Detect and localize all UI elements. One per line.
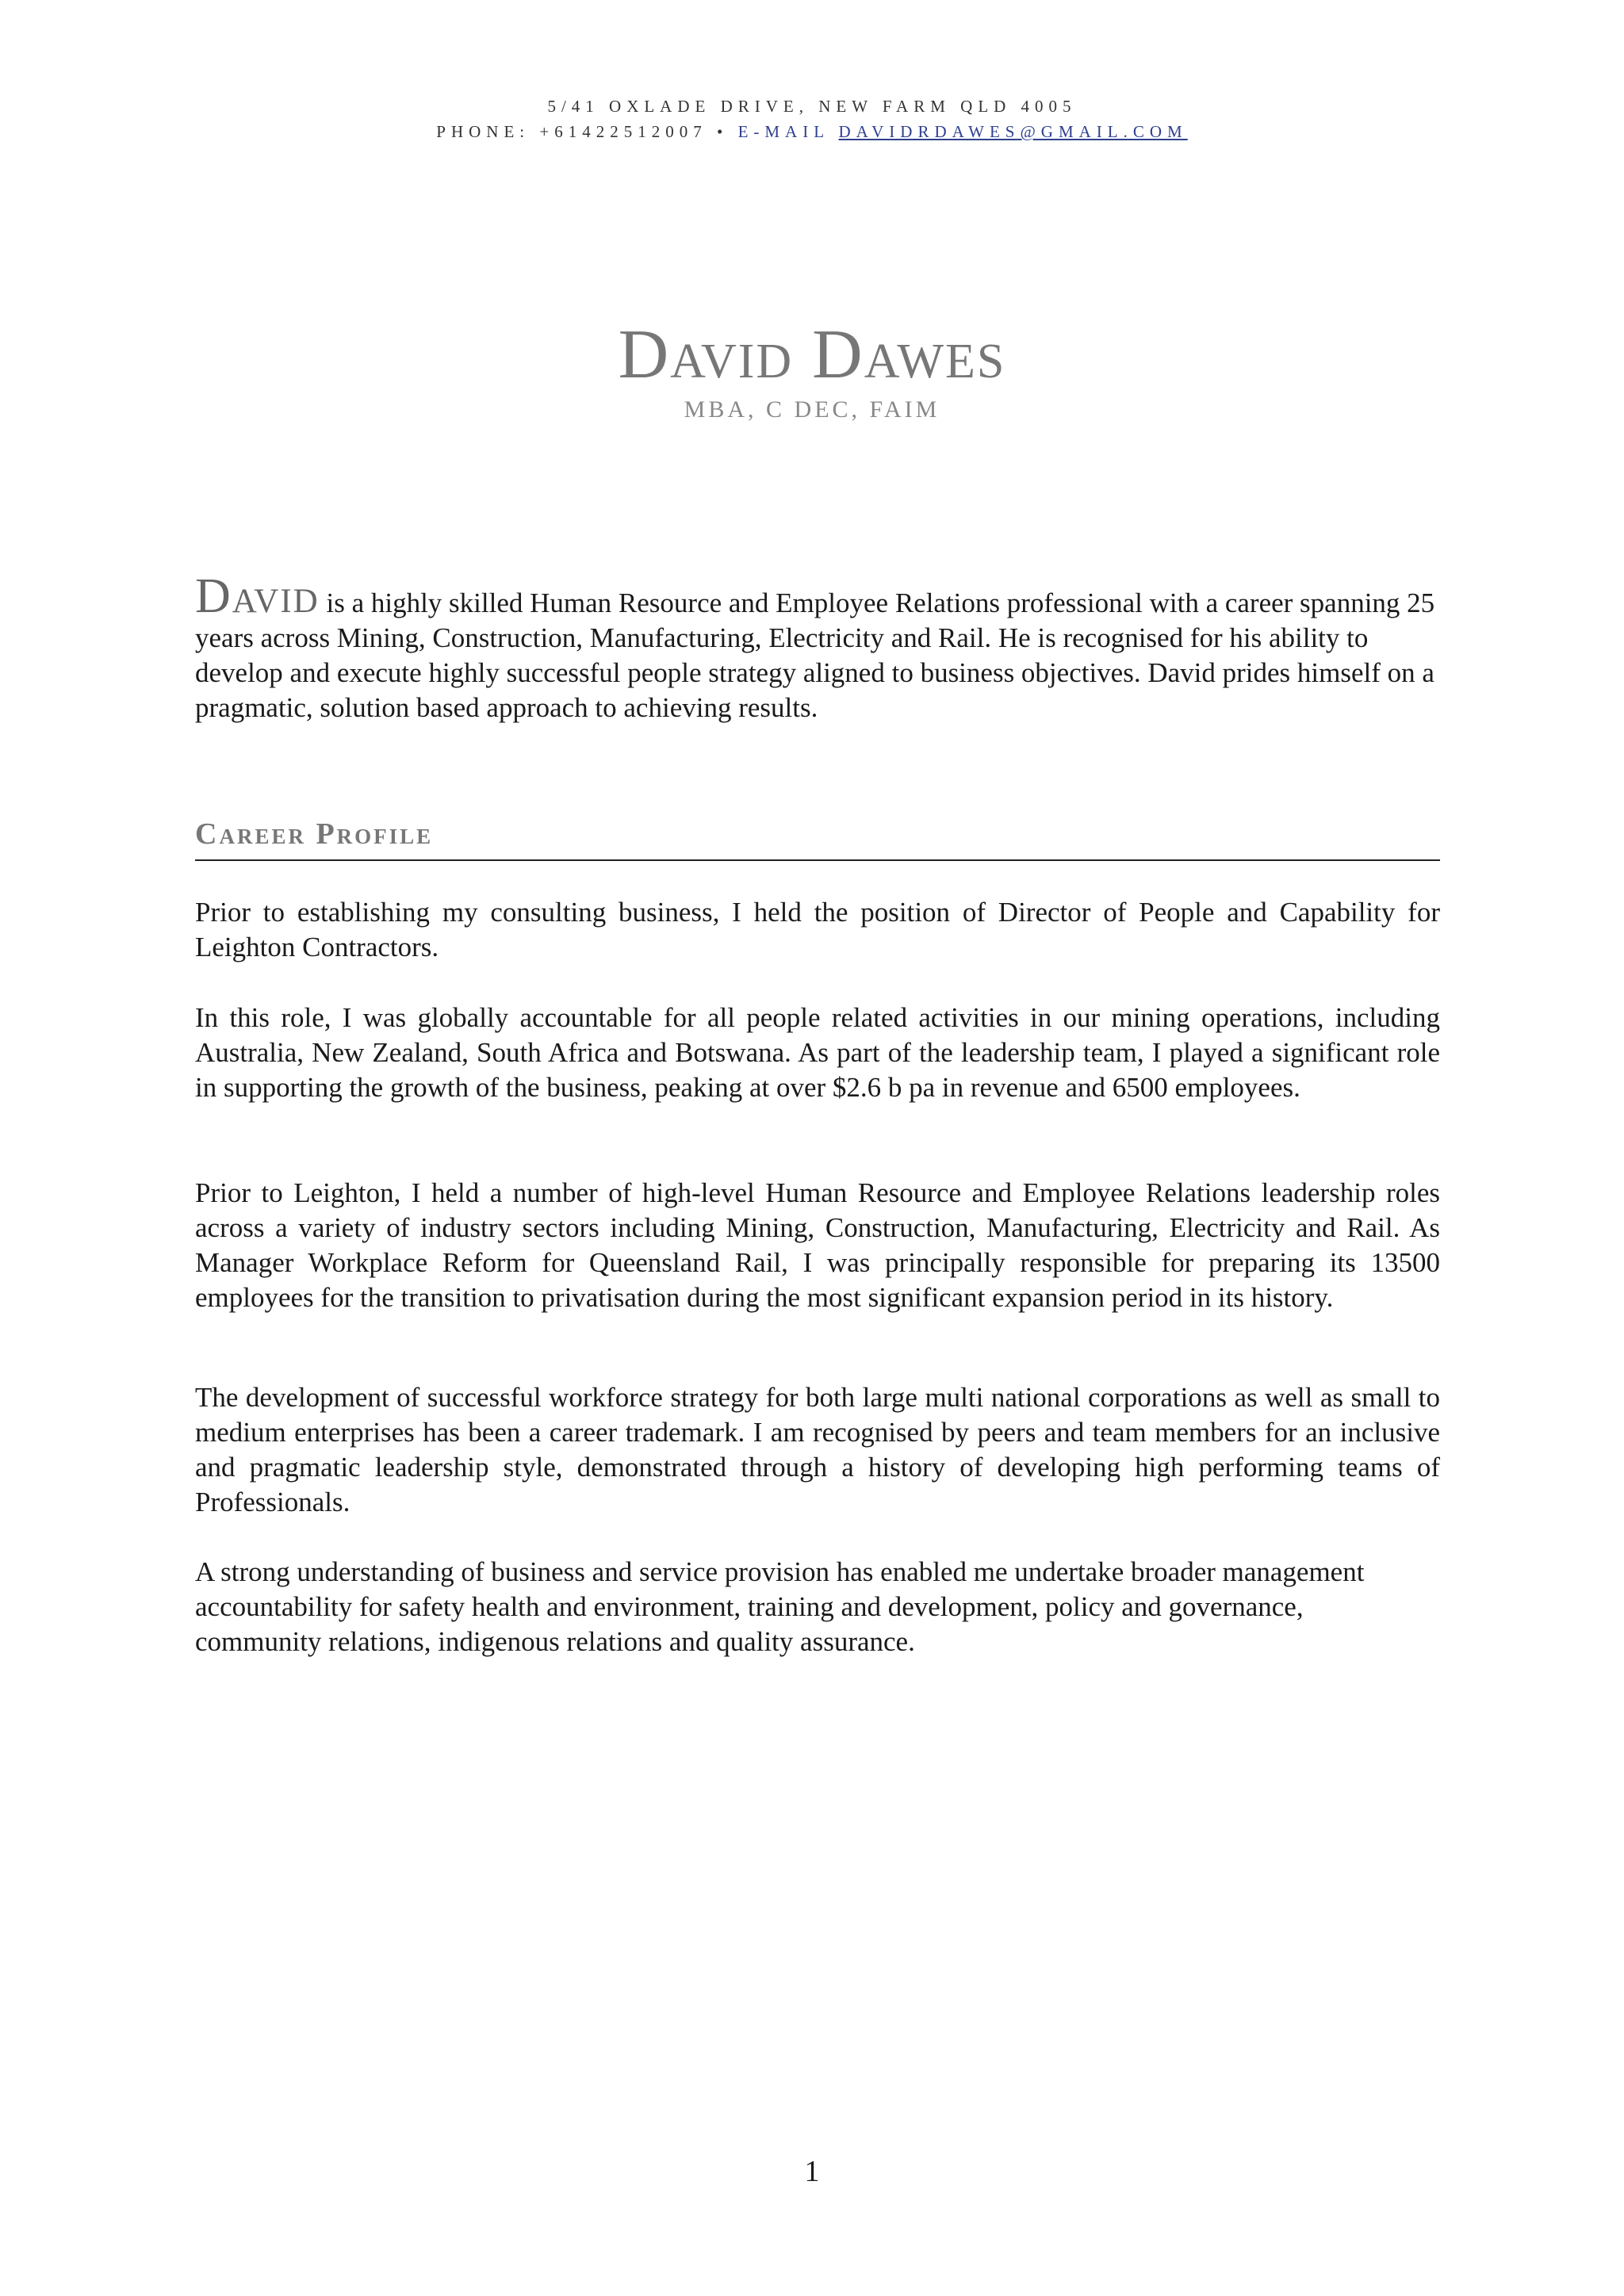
separator-bullet: •: [707, 122, 738, 141]
intro-lead-word: David: [195, 569, 320, 623]
section-heading-career-profile: Career Profile: [195, 817, 434, 851]
email-label: E-MAIL: [737, 122, 839, 141]
contact-phone-email: [0, 122, 1624, 142]
phone-text: PHONE: +61422512007: [436, 122, 707, 141]
career-paragraph-2: In this role, I was globally accountable for all people related activities in our mining operations, including Australia, New Zealand, South Africa and Botswana. As part of the leadership team, I played a significant role in supporting the growth of the business, peaking at over $2.6 b pa in revenue and 6500 employees.: [195, 1002, 1440, 1103]
section-divider: [195, 859, 1440, 861]
career-paragraph-1: Prior to establishing my consulting business, I held the position of Director of People and Capability for Leighton Contractors.: [195, 897, 1440, 962]
contact-address: [0, 97, 1624, 117]
candidate-name: David Dawes: [618, 316, 1006, 393]
career-paragraph-5: A strong understanding of business and service provision has enabled me undertake broader management accountability for safety health and environment, training and development, policy and governance, community relations, indigenous relations and quality assurance.: [195, 1556, 1365, 1657]
intro-paragraph: [195, 569, 1448, 725]
email-link[interactable]: DAVIDRDAWES@GMAIL.COM: [838, 122, 1188, 141]
intro-text: is a highly skilled Human Resource and Employee Relations professional with a career spanning 25 years across Mining, Construction, Manufacturing, Electricity and Rail. He is recognised for his ability to develop and execute highly successful people strategy aligned to business objectives. David prides himself on a pragmatic, solution based approach to achieving results.: [195, 587, 1435, 723]
page-number: 1: [804, 2155, 820, 2188]
candidate-credentials: MBA, C DEC, FAIM: [684, 396, 940, 423]
address-text: 5/41 OXLADE DRIVE, NEW FARM QLD 4005: [547, 97, 1077, 116]
career-paragraph-4: The development of successful workforce strategy for both large multi national corporations as well as small to medium enterprises has been a career trademark. I am recognised by peers and team members for an inclusive and pragmatic leadership style, demonstrated through a history of developing high performing teams of Professionals.: [195, 1382, 1440, 1517]
career-paragraph-3: Prior to Leighton, I held a number of high-level Human Resource and Employee Relations leadership roles across a variety of industry sectors including Mining, Construction, Manufacturing, Electricity and Rail. As Manager Workplace Reform for Queensland Rail, I was principally responsible for preparing its 13500 employees for the transition to privatisation during the most significant expansion period in its history.: [195, 1177, 1440, 1313]
